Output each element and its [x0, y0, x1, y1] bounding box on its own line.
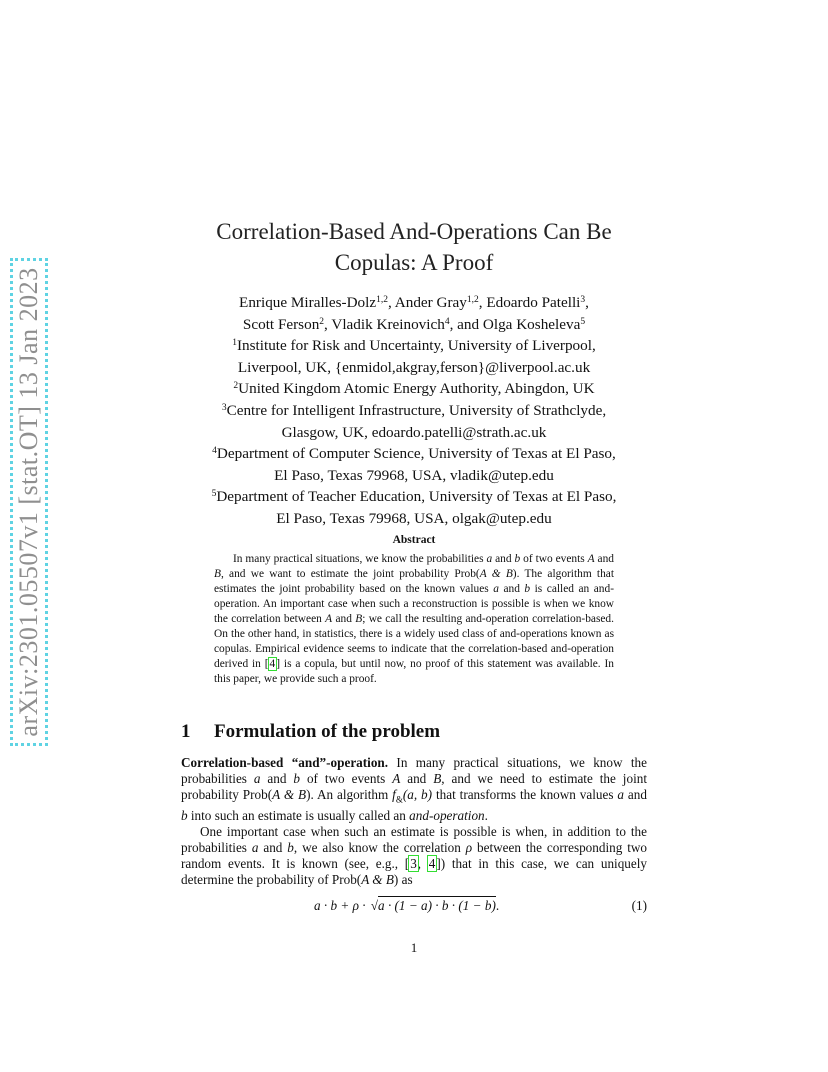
affiliation-3: [150, 400, 678, 443]
affil-text: United Kingdom Atomic Energy Authority, Abingdon, UK: [238, 380, 595, 398]
author-affil: 1,2: [376, 295, 388, 305]
affil-marker: 3: [221, 402, 227, 413]
affil-text-cont: Liverpool, UK, {enmidol,akgray,ferson}@liverpool.ac.uk: [237, 358, 591, 376]
section-number: 1: [181, 721, 191, 742]
affiliation-5: [150, 486, 678, 529]
author-affil: 5: [580, 316, 586, 327]
author-sep: ,: [585, 294, 589, 311]
abstract-text: In many practical situations, we know the probabilities a and b of two events A and B, and we want to estimate the joint probability Prob(A & B). The algorithm that estimates the joint probability based on the known values a and b is called an and-operation. An important case when such a reconstruction is possible is when we know the correlation between A and B; we call the resulting and-operation correlation-based. On the other hand, in statistics, there is a widely used class of and-operations known as copulas. Empirical evidence seems to indicate that the correlation-based and-operation derived in [4] is a copula, but until now, no proof of this statement was available. In this paper, we provide such a proof.: [214, 553, 615, 685]
arxiv-stamp: arXiv:2301.05507v1 [stat.OT] 13 Jan 2023: [14, 267, 43, 737]
affil-marker: 1: [232, 338, 237, 349]
affil-marker: 2: [233, 381, 239, 392]
title-line-1: Correlation-Based And-Operations Can Be: [216, 219, 612, 244]
affil-marker: 5: [211, 489, 217, 500]
paragraph-lead: Correlation-based “and”-operation.: [181, 755, 389, 770]
author-name: , Edoardo Patelli: [478, 294, 581, 311]
abstract-heading: Abstract: [392, 534, 436, 546]
paragraph-1: Correlation-based “and”-operation. In many practical situations, we know the probabilities a and b of two events A and B, and we need to estimate the joint probability Prob(A & B). An algorithm $f_{\&}(a$, b) that transforms the known values a and b into such an estimate is usually called an and-operation.: [181, 755, 647, 823]
affil-text: Institute for Risk and Uncertainty, University of Liverpool,: [236, 337, 596, 355]
equation-1: [181, 896, 647, 918]
citation-link[interactable]: 4: [428, 855, 436, 871]
author-line-2: [150, 314, 678, 336]
citation-link[interactable]: 4: [269, 658, 276, 670]
affiliation-4: [150, 443, 678, 486]
citation-link[interactable]: 3: [410, 855, 417, 871]
page-number: 1: [410, 940, 418, 955]
affil-text-cont: Glasgow, UK, edoardo.patelli@strath.ac.uk: [281, 423, 547, 441]
affil-text-cont: El Paso, Texas 79968, USA, vladik@utep.edu: [274, 466, 554, 484]
affiliation-1: [150, 335, 678, 378]
author-affil: 2: [319, 316, 325, 327]
author-name: Scott Ferson: [242, 315, 320, 333]
section-title: Formulation of the problem: [214, 721, 441, 742]
affil-text: Centre for Intelligent Infrastructure, University of Strathclyde,: [226, 401, 607, 419]
author-block: [150, 292, 678, 530]
title-line-2: Copulas: A Proof: [334, 250, 494, 275]
affil-text: Department of Teacher Education, University of Texas at El Paso,: [216, 488, 617, 506]
affiliation-2: [150, 378, 678, 400]
body-text: [181, 755, 647, 888]
equation-expression: a · b + ρ · √a · (1 − a) · b · (1 − b).: [314, 898, 500, 913]
section-heading: [181, 721, 440, 743]
author-name: , Vladik Kreinovich: [324, 315, 445, 333]
equation-number: (1): [631, 898, 647, 913]
equation-radicand: a · (1 − a) · b · (1 − b): [378, 898, 496, 913]
sqrt-symbol: √a · (1 − a) · b · (1 − b): [370, 898, 496, 913]
author-affil: 1,2: [466, 295, 479, 305]
paper-title: [160, 216, 668, 278]
affil-text: Department of Computer Science, University of Texas at El Paso,: [216, 445, 616, 463]
author-name: Enrique Miralles-Dolz: [239, 294, 377, 311]
author-name: , Ander Gray: [388, 294, 467, 311]
affil-text-cont: El Paso, Texas 79968, USA, olgak@utep.edu: [276, 509, 552, 527]
affil-marker: 4: [212, 446, 217, 457]
author-affil: 4: [444, 316, 450, 327]
author-line-1: [150, 292, 678, 314]
paragraph-2: One important case when such an estimate is possible is when, in addition to the probabilities a and b, we also know the correlation ρ between the corresponding two random events. It is known (see, e.g., [3, 4]) that in this case, we can uniquely determine the probability of Prob(A & B) as: [181, 823, 647, 887]
author-name: , and Olga Kosheleva: [449, 315, 581, 333]
author-affil: 3: [580, 295, 586, 305]
